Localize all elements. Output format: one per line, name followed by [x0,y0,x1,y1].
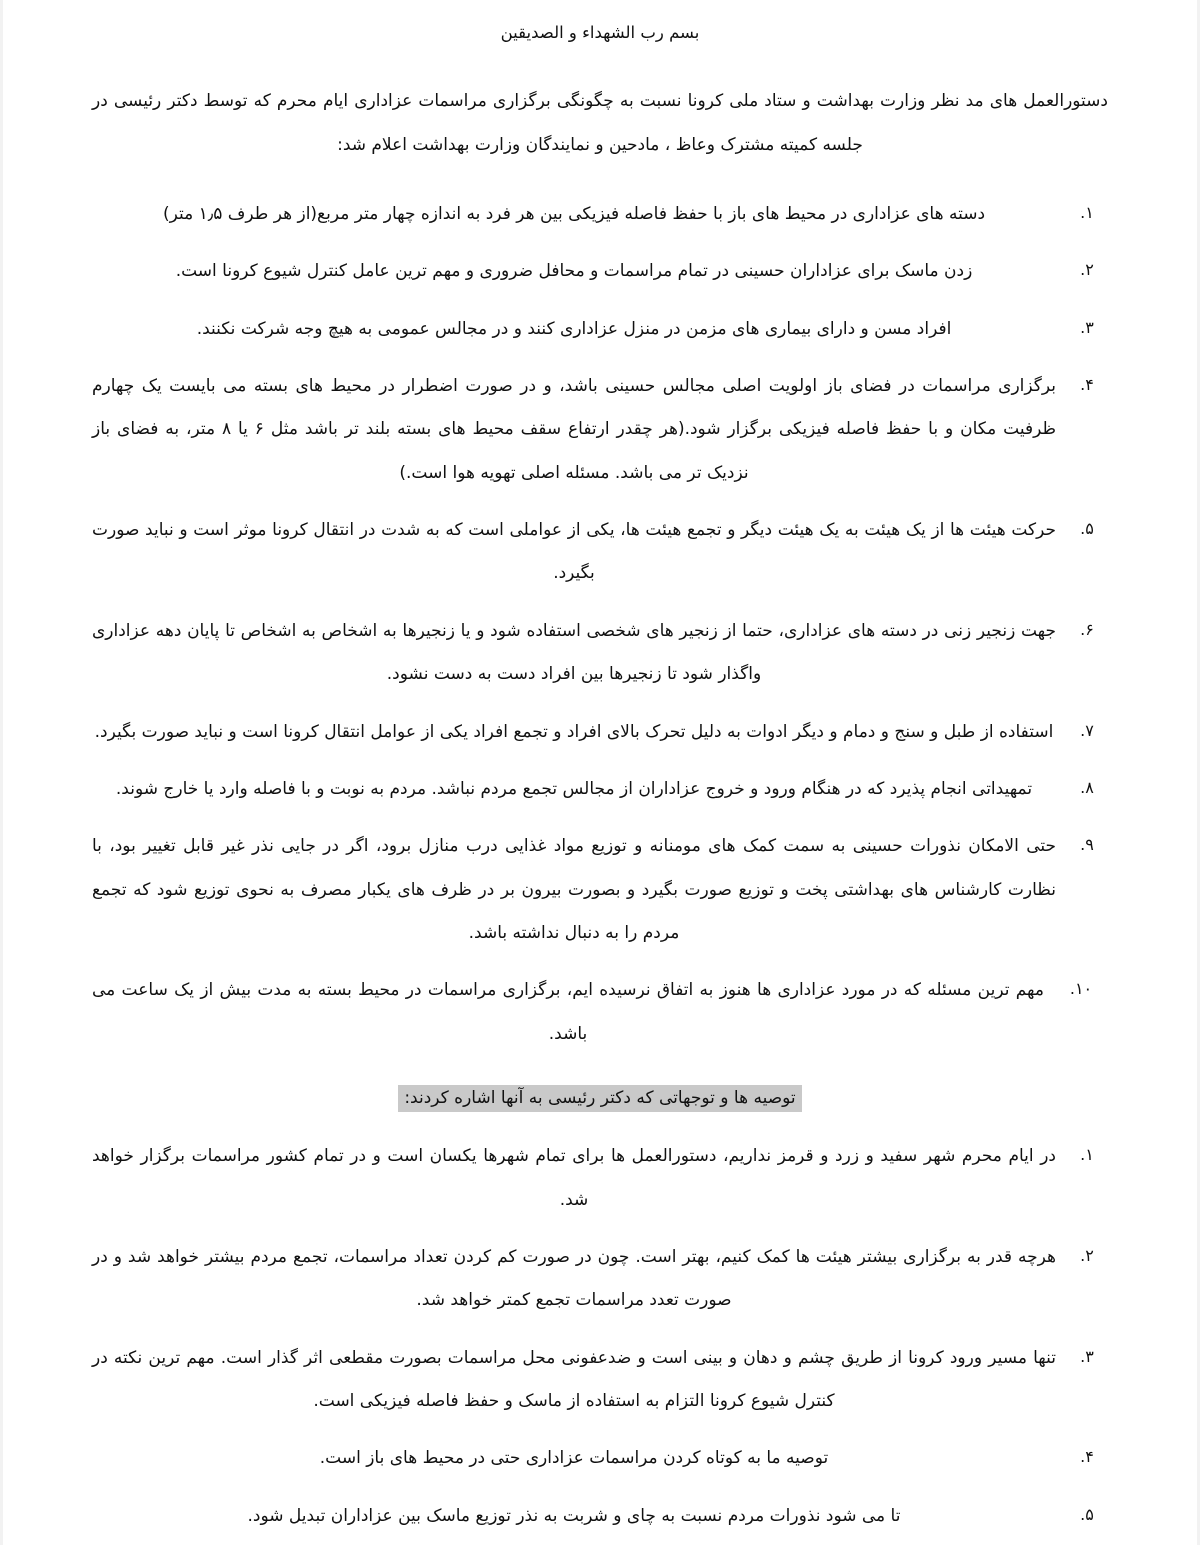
list-item-text: تنها مسیر ورود کرونا از طریق چشم و دهان و بینی است و ضدعفونی محل مراسمات بصورت مقطعی اثر گذار است. مهم ترین نکته در کنترل شیوع کرونا التزام به استفاده از ماسک و حفظ فاصله فیزیکی است. [92,1347,1056,1412]
advice-list [92,1135,1108,1538]
list-item-number: ۶. [1080,619,1094,639]
list-item-number: ۹. [1080,835,1094,855]
list-item-text: استفاده از طبل و سنج و دمام و دیگر ادوات به دلیل تحرک بالای افراد و تجمع افراد یکی از عوامل انتقال کرونا است و نباید صورت بگیرد. [94,721,1054,742]
guidelines-list [92,193,1108,1056]
list-item [92,610,1108,697]
list-item-text: هرچه قدر به برگزاری بیشتر هیئت ها کمک کنیم، بهتر است. چون در صورت کم کردن تعداد مراسمات، تجمع مردم بیشتر خواهد شد و در صورت تعدد مراسمات تجمع کمتر خواهد شد. [92,1247,1056,1311]
list-item [92,509,1108,596]
list-item [92,308,1108,351]
basmala-heading: بسم رب الشهداء و الصدیقین [500,23,700,42]
list-item-number: ۵. [1080,1504,1094,1524]
section-heading [92,1080,1108,1117]
list-item [92,1135,1108,1222]
list-item [92,193,1108,236]
list-item-number: ۳. [1080,1346,1094,1366]
list-item [92,1437,1108,1480]
list-item-text: برگزاری مراسمات در فضای باز اولویت اصلی مجالس حسینی باشد، و در صورت اضطرار در محیط های بسته می بایست یک چهارم ظرفیت مکان و با حفظ فاصله فیزیکی برگزار شود.(هر چقدر ارتفاع سقف محیط های بسته بلند تر باشد مثل ۶ یا ۸ متر، به فضای باز نزدیک تر می باشد. مسئله اصلی تهویه هوا است.) [92,376,1056,483]
list-item [92,365,1108,495]
list-item-text: تمهیداتی انجام پذیرد که در هنگام ورود و خروج عزاداران از مجالس تجمع مردم نباشد. مردم به نوبت و با فاصله وارد یا خارج شوند. [115,778,1033,799]
list-item-number: ۷. [1080,720,1094,740]
list-item-text: افراد مسن و دارای بیماری های مزمن در منزل عزاداری کنند و در مجالس عمومی به هیچ وجه شرکت نکنند. [196,318,952,339]
list-item-number: ۴. [1080,1447,1094,1467]
list-item-number: ۵. [1080,519,1094,539]
list-item [92,711,1108,754]
list-item-text: حتی الامکان نذورات حسینی به سمت کمک های مومنانه و توزیع مواد غذایی درب منازل برود، اگر در جایی نذر غیر قابل تغییر بود، با نظارت کارشناس های بهداشتی پخت و توزیع صورت بگیرد و بصورت بیرون بر در ظرف های یکبار مصرف به نحوی توزیع شود که تجمع مردم را به دنبال نداشته باشد. [92,836,1056,943]
list-item-number: ۲. [1080,1246,1094,1265]
list-item-number: ۸. [1080,777,1094,797]
list-item [92,250,1108,293]
list-item-text: مهم ترین مسئله که در مورد عزاداری ها هنوز به اتفاق نرسیده ایم، برگزاری مراسمات در محیط بسته به مدت بیش از یک ساعت می باشد. [92,980,1044,1044]
list-item [92,1236,1108,1323]
list-item-number: ۲. [1080,260,1094,280]
list-item-number: ۱۰. [1069,979,1093,999]
list-item-text: دسته های عزاداری در محیط های باز با حفظ فاصله فیزیکی بین هر فرد به اندازه چهار متر مربع(از هر طرف ۱٫۵ متر) [162,204,986,225]
list-item-number: ۱. [1080,203,1094,223]
list-item [92,1495,1108,1538]
list-item [92,969,1108,1056]
list-item-text: جهت زنجیر زنی در دسته های عزاداری، حتما از زنجیر های شخصی استفاده شود و یا زنجیرها به اشخاص به اشخاص تا پایان دهه عزاداری واگذار شود تا زنجیرها بین افراد دست به دست نشود. [92,620,1056,685]
list-item-text: توصیه ما به کوتاه کردن مراسمات عزاداری حتی در محیط های باز است. [319,1448,829,1469]
list-item-text: در ایام محرم شهر سفید و زرد و قرمز نداریم، دستورالعمل ها برای تمام شهرها یکسان است و در تمام کشور مراسمات برگزار خواهد شد. [92,1146,1056,1210]
list-item-text: تا می شود نذورات مردم نسبت به چای و شربت به نذر توزیع ماسک بین عزاداران تبدیل شود. [247,1505,901,1526]
list-item-text: زدن ماسک برای عزاداران حسینی در تمام مراسمات و محافل ضروری و مهم ترین عامل کنترل شیوع کرونا است. [175,261,973,282]
intro-paragraph: دستورالعمل های مد نظر وزارت بهداشت و ستاد ملی کرونا نسبت به چگونگی برگزاری مراسمات عزاداری ایام محرم که توسط دکتر رئیسی در جلسه کمیته مشترک وعاظ ، مادحین و نمایندگان وزارت بهداشت اعلام شد: [92,91,1108,155]
list-item [92,768,1108,811]
section-heading-text: توصیه ها و توجهاتی که دکتر رئیسی به آنها اشاره کردند: [398,1085,801,1112]
list-item [92,825,1108,955]
list-item-number: ۳. [1080,317,1094,337]
list-item-number: ۱. [1080,1145,1094,1165]
list-item-number: ۴. [1080,375,1094,395]
list-item [92,1337,1108,1424]
list-item-text: حرکت هیئت ها از یک هیئت به یک هیئت دیگر و تجمع هیئت ها، یکی از عواملی است که به شدت در انتقال کرونا موثر است و نباید صورت بگیرد. [92,520,1056,584]
